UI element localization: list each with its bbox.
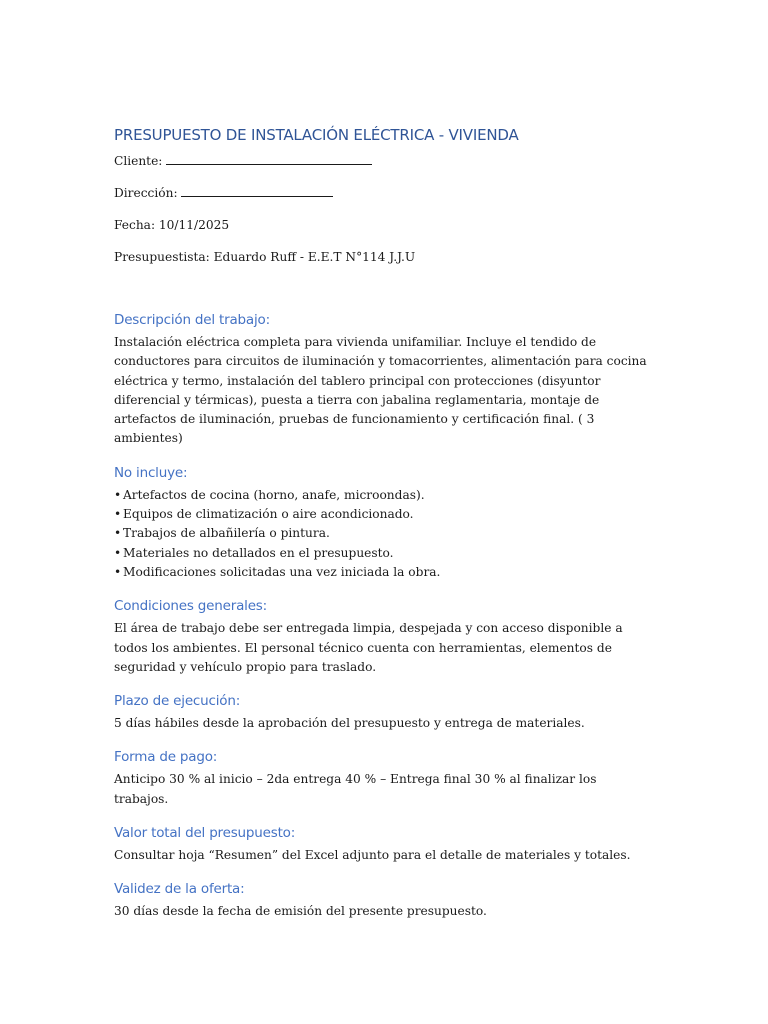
section-heading-total-value: Valor total del presupuesto: — [114, 825, 296, 842]
section-heading-offer-validity: Validez de la oferta: — [114, 881, 245, 898]
section-general-conditions — [114, 596, 654, 677]
section-payment — [114, 747, 654, 809]
offer-validity-text: 30 días desde la fecha de emisión del presente presupuesto. — [114, 904, 487, 919]
date-field: Fecha: 10/11/2025 — [114, 218, 230, 232]
section-heading-not-included: No incluye: — [114, 464, 188, 481]
bullet-icon: • — [114, 564, 122, 579]
client-blank-line — [166, 153, 372, 165]
list-item: • Materiales no detallados en el presupuesto. — [114, 544, 654, 563]
description-text: Instalación eléctrica completa para vivienda unifamiliar. Incluye el tendido de conductores para circuitos de iluminación y tomacorrientes, alimentación para cocina eléctrica y termo, instalación del tablero principal con protecciones (disyuntor diferencial y térmicas), puesta a tierra con jabalina reglamentaria, montaje de artefactos de iluminación, pruebas de funcionamiento y certificación final. ( 3 ambientes) — [114, 335, 647, 446]
section-heading-description: Descripción del trabajo: — [114, 312, 270, 328]
bullet-icon: • — [114, 487, 122, 502]
section-heading-execution-term: Plazo de ejecución: — [114, 693, 241, 710]
bullet-icon: • — [114, 526, 122, 541]
address-field — [114, 184, 654, 202]
address-label: Dirección: — [114, 186, 178, 200]
list-item: • Artefactos de cocina (horno, anafe, microondas). — [114, 486, 654, 505]
list-item: • Trabajos de albañilería o pintura. — [114, 524, 654, 543]
estimator-field: Presupuestista: Eduardo Ruff - E.E.T N°114 J.J.U — [114, 250, 416, 264]
section-not-included — [114, 463, 654, 582]
list-item: • Equipos de climatización o aire acondicionado. — [114, 505, 654, 524]
section-heading-general-conditions: Condiciones generales: — [114, 598, 267, 615]
client-field — [114, 152, 654, 170]
section-total-value — [114, 823, 654, 865]
document-title: PRESUPUESTO DE INSTALACIÓN ELÉCTRICA - VIVIENDA — [114, 126, 519, 144]
list-item: • Modificaciones solicitadas una vez iniciada la obra. — [114, 563, 654, 582]
bullet-icon: • — [114, 545, 122, 560]
document-page — [114, 124, 654, 922]
not-included-list — [114, 486, 654, 582]
execution-term-text: 5 días hábiles desde la aprobación del presupuesto y entrega de materiales. — [114, 716, 585, 731]
total-value-text: Consultar hoja “Resumen” del Excel adjunto para el detalle de materiales y totales. — [114, 848, 631, 863]
general-conditions-text: El área de trabajo debe ser entregada limpia, despejada y con acceso disponible a todos los ambientes. El personal técnico cuenta con herramientas, elementos de seguridad y vehículo propio para traslado. — [114, 621, 623, 674]
section-execution-term — [114, 691, 654, 733]
bullet-icon: • — [114, 507, 122, 522]
section-offer-validity — [114, 879, 654, 921]
section-heading-payment: Forma de pago: — [114, 749, 218, 766]
address-blank-line — [181, 185, 333, 197]
payment-text: Anticipo 30 % al inicio – 2da entrega 40 % – Entrega final 30 % al finalizar los trabajos. — [114, 772, 597, 806]
client-label: Cliente: — [114, 154, 163, 168]
section-description — [114, 310, 654, 449]
